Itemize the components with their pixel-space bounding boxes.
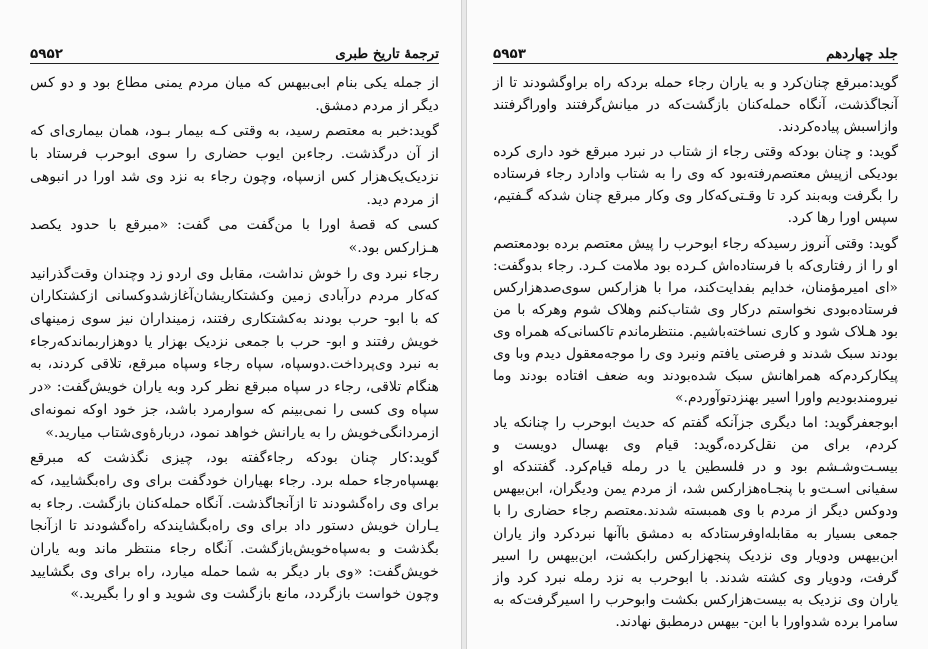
right-paragraph-1: گوید:مبرقع چنان‌کرد و به یاران رجاء حمله بردکه راه براوگشودند تا از آنجاگذشت، آنگاه حمله‌کنان بازگشت‌که در میانش‌گرفتند واورا‌گرفتند وازاسبش پیاده‌کردند. [493, 75, 898, 136]
left-page-number: ۵۹۵۲ [30, 46, 63, 62]
right-body-text [493, 72, 898, 639]
left-header-rule [30, 63, 439, 64]
right-page [466, 0, 928, 649]
right-paragraph-3: گوید: وقتی آنروز رسیدکه رجاء ابوحرب را پیش معتصم برده بودمعتصم او را از رفتاری‌که با فرستاده‌اش کـرده بود ملامت کـرد. رجاء بدوگفت: «ای امیرمؤمنان، خدایم بفدایت‌کند، مرا با هزارکس سوی‌صدهزارکس فرستاده‌بودی نخواستم درکار وی شتاب‌کنم وهلاک شوم وهرکه با من بود هـلاک شود و کاری نساخته‌باشیم. منتظرماندم تاکسانی‌که همراه وی بودند سبک شدند و فرصتی یافتم ونبرد وی را موجه‌معقول دیدم وبا وی پیکارکردم‌که همراهانش سبک شده‌بودند وبه ضعف افتاده بودند وما نیرومندبودیم واورا اسیر بهنزدتو‌آوردم.» [493, 235, 898, 407]
left-paragraph-5: گوید:کار چنان بودکه رجاءگفته بود، چیزی نگذشت که مبرقع بهسپاه‌رجاء حمله برد. رجاء بهیاران خودگفت برای وی راه‌بگشایید، که برای وی راه‌گشودند تا ازآنجا‌گذشت. آنگاه حمله‌کنان بازگشت. رجاء به یـاران خویش دستور داد برای وی راه‌بگشایندکه راه‌گشودند تا ازآنجا بگذشت و به‌سپاه‌خویش‌بازگشت. آنگاه رجاء منتظر ماند وبه یاران خویش‌گفت: «وی بار دیگر به شما حمله میارد، راه برای وی بگشایید وچون خواست بازگردد، مانع بازگشت وی شوید و او را بگیرید.» [30, 450, 439, 603]
right-header-rule [493, 63, 898, 64]
left-running-title: ترجمهٔ تاریخ طبری [335, 46, 439, 62]
left-body-text [30, 72, 439, 639]
left-page-header [30, 38, 439, 62]
left-page [0, 0, 462, 649]
left-paragraph-1: از جمله یکی بنام ابی‌بیهس که میان مردم یمنی مطاع بود و دو کس دیگر از مردم دمشق. [30, 75, 439, 114]
right-page-header [493, 38, 898, 62]
right-page-number: ۵۹۵۳ [493, 46, 526, 62]
left-paragraph-3: کسی که قصهٔ اورا با من‌گفت می گفت: «مبرقع با حدود یکصد هـزارکس بود.» [30, 217, 439, 256]
left-paragraph-4: رجاء نبرد وی را خوش نداشت، مقابل وی اردو زد وچندان وقت‌گذرانید که‌کار مردم درآبادی زمین وکشتکاریشان‌آغازشدوکسانی ازکشتکاران که با ابو- حرب بودند به‌کشتکاری رفتند، زمینداران نیز سوی زمینهای خویش رفتند و ابو- حرب با جمعی نزدیک بهزار یا دوهزاربماندکه‌رجاء به نبرد وی‌پرداخت.دوسپاه، سپاه رجاء وسپاه مبرقع، تلاقی کردند، به هنگام تلاقی، رجاء در سپاه مبرقع نظر کرد وبه یاران خویش‌گفت: «در سپاه وی کسی را نمی‌بینم که سوارمرد باشد، جز خود اوکه نمونه‌ای ازمردانگی‌خویش را به یارانش خواهد نمود، دربارۀوی‌شتاب میارید.» [30, 265, 439, 441]
right-paragraph-2: گوید: و چنان بودکه وقتی رجاء از شتاب در نبرد مبرقع خود داری کرده بودیکی ازپیش معتصم‌رفته‌بود که وی را به شتاب وادارد رجاء فرستاده را بگرفت وبه‌بند کرد تا وقـتی‌که‌کار وی وکار مبرقع چنان شدکه‌ گـفتیم، سپس اورا رها کرد. [493, 144, 898, 227]
right-paragraph-4: ابوجعفرگوید: اما دیگری جزآنکه گفتم که حدیث ابوحرب را چنانکه یاد کردم، برای من نقل‌کرده،گوید: قیام وی بهسال دویست و بیسـت‌وشـشم بود و در فلسطین یا در رمله قیام‌کرد. گفتندکه او سفیانی اسـت‌و با پنجـاه‌هزارکس شد، از مردم یمن ودیگران، ابن‌بیهس ودوکس دیگر از مردم با وی همبسته شدند.معتصم رجاء حضاری را با جمعی بسیار به مقابله‌اوفرستادکه به دمشق باآنها نبردکرد واز یاران ابن‌بیهس ودویار وی نزدیک پنجهزارکس رابکشت، ابن‌بیهس را اسیر گرفت، ودویار وی کشته شدند. با ابوحرب به نزد رمله نبرد کرد واز یاران وی نزدیک به بیست‌هزارکس بکشت وابوحرب را اسیرگرفت‌که به سامرا برده شدواورا با ابن- بیهس درمطبق نهادند. [493, 415, 898, 630]
right-running-title: جلد چهاردهم [826, 46, 898, 62]
left-paragraph-2: گوید:خبر به معتصم رسید، به وقتی کـه بیمار بـود، همان بیماری‌ای که از آن درگذشت. رجاءبن ایوب حضاری را سوی ابوحرب فرستاد با نزدیک‌یک‌هزار کس ازسپاه، وچون رجاء به نزد وی شد اورا در انبوهی از مردم دید. [30, 123, 439, 208]
